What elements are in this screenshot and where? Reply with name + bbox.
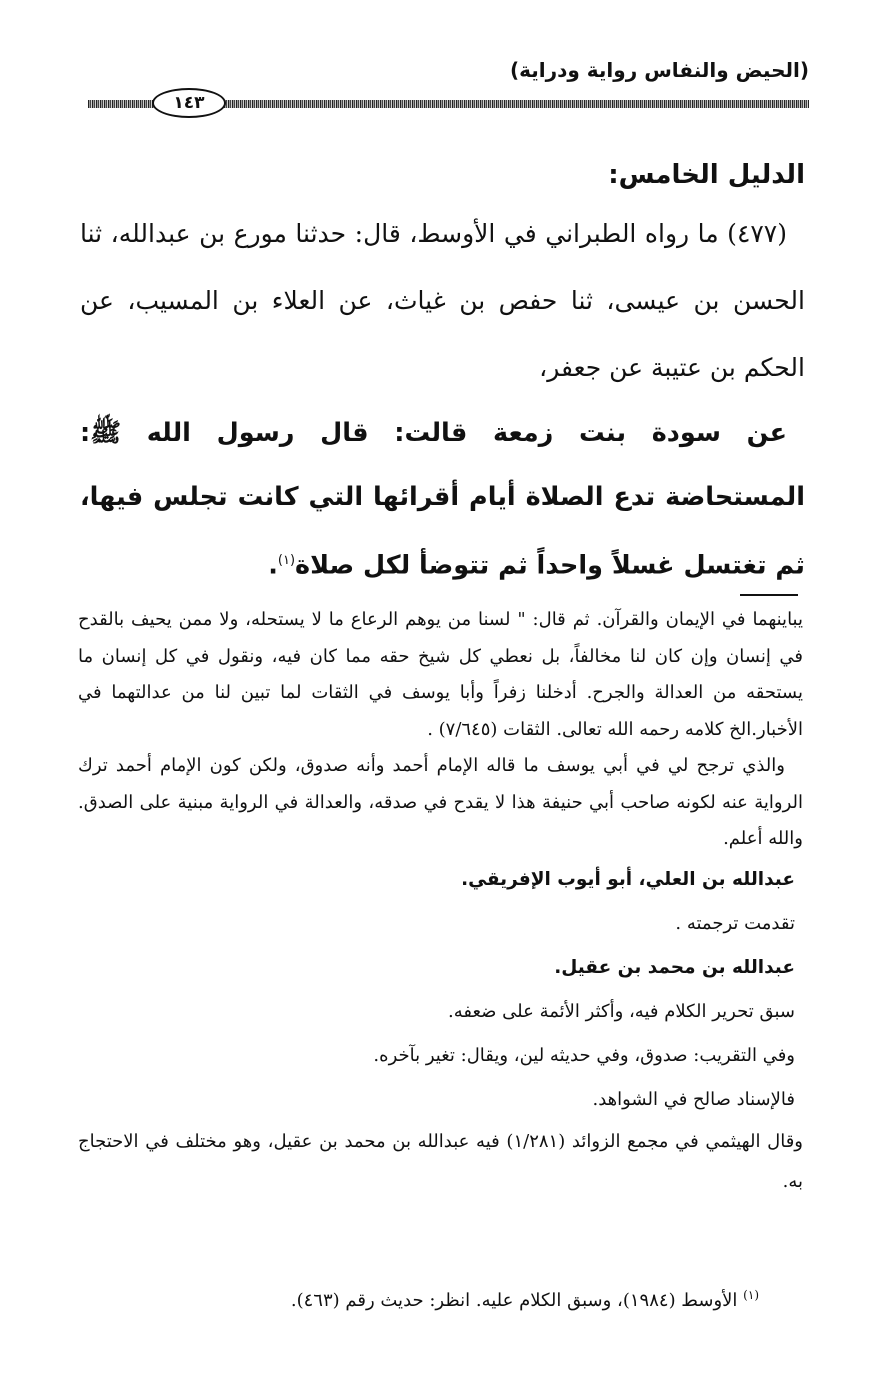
main-text bbox=[80, 150, 805, 598]
narrator-note-1: تقدمت ترجمته . bbox=[675, 912, 795, 934]
page-number: ١٤٣ bbox=[152, 88, 226, 118]
hadith-end: . bbox=[268, 550, 278, 581]
narrator-note-line-1: سبق تحرير الكلام فيه، وأكثر الأئمة على ضعفه. bbox=[448, 1000, 795, 1022]
notes-paragraph-1: يباينهما في الإيمان والقرآن. ثم قال: " لسنا من يوهم الرعاع ما لا يستحله، ولا ممن يحيف بالقدح في إنسان وإن كان لنا مخالفاً، بل نعطي كل شيخ حقه مما كان فيه، ونقول في كل إنسان ما يستحقه من العدالة والجرح. أدخلنا زفراً وأبا يوسف في الثقات لما تبين لنا من عدالتهما في الأخبار.الخ كلامه رحمه الله تعالى. الثقات (٧/٦٤٥) . bbox=[78, 609, 803, 740]
running-title: (الحيض والنفاس رواية ودراية) bbox=[509, 58, 809, 82]
narrator-note-line-2: وفي التقريب: صدوق، وفي حديثه لين، ويقال: تغير بآخره. bbox=[373, 1044, 795, 1066]
footnote-number: (١) bbox=[743, 1288, 759, 1302]
footnote-ref: (١) bbox=[277, 553, 296, 568]
notes-area bbox=[78, 602, 803, 1202]
isnad-paragraph: (٤٧٧) ما رواه الطبراني في الأوسط، قال: حدثنا مورع بن عبدالله، ثنا الحسن بن عيسى، ثنا حفص بن غياث، عن العلاء بن المسيب، عن الحكم بن عتيبة عن جعفر، bbox=[80, 219, 805, 382]
footnote-text: الأوسط (١٩٨٤)، وسبق الكلام عليه. انظر: حديث رقم (٤٦٣). bbox=[290, 1290, 738, 1311]
hadith-text: عن سودة بنت زمعة قالت: قال رسول الله ﷺ: المستحاضة تدع الصلاة أيام أقرائها التي كانت تجلس فيها، ثم تغتسل غسلاً واحداً ثم تتوضأ لكل صلاة bbox=[80, 418, 805, 581]
narrator-note-line-3: فالإسناد صالح في الشواهد. bbox=[592, 1088, 795, 1110]
footnote bbox=[170, 1277, 759, 1319]
narrator-name-2: عبدالله بن محمد بن عقيل. bbox=[554, 956, 795, 978]
section-heading: الدليل الخامس: bbox=[608, 160, 805, 190]
hadith-paragraph bbox=[80, 401, 805, 598]
footnote-separator bbox=[740, 594, 798, 596]
narrator-note-line-4: وقال الهيثمي في مجمع الزوائد (١/٢٨١) فيه عبدالله بن محمد بن عقيل، وهو مختلف في الاحتجاج به. bbox=[78, 1130, 804, 1192]
narrator-name-1: عبدالله بن العلي، أبو أيوب الإفريقي. bbox=[461, 868, 795, 890]
notes-paragraph-2: والذي ترجح لي في أبي يوسف ما قاله الإمام أحمد وأنه صدوق، ولكن كون الإمام أحمد ترك الرواية عنه لكونه صاحب أبي حنيفة هذا لا يقدح في صدقه، والعدالة في الرواية مبنية على الصدق. والله أعلم. bbox=[78, 755, 803, 849]
